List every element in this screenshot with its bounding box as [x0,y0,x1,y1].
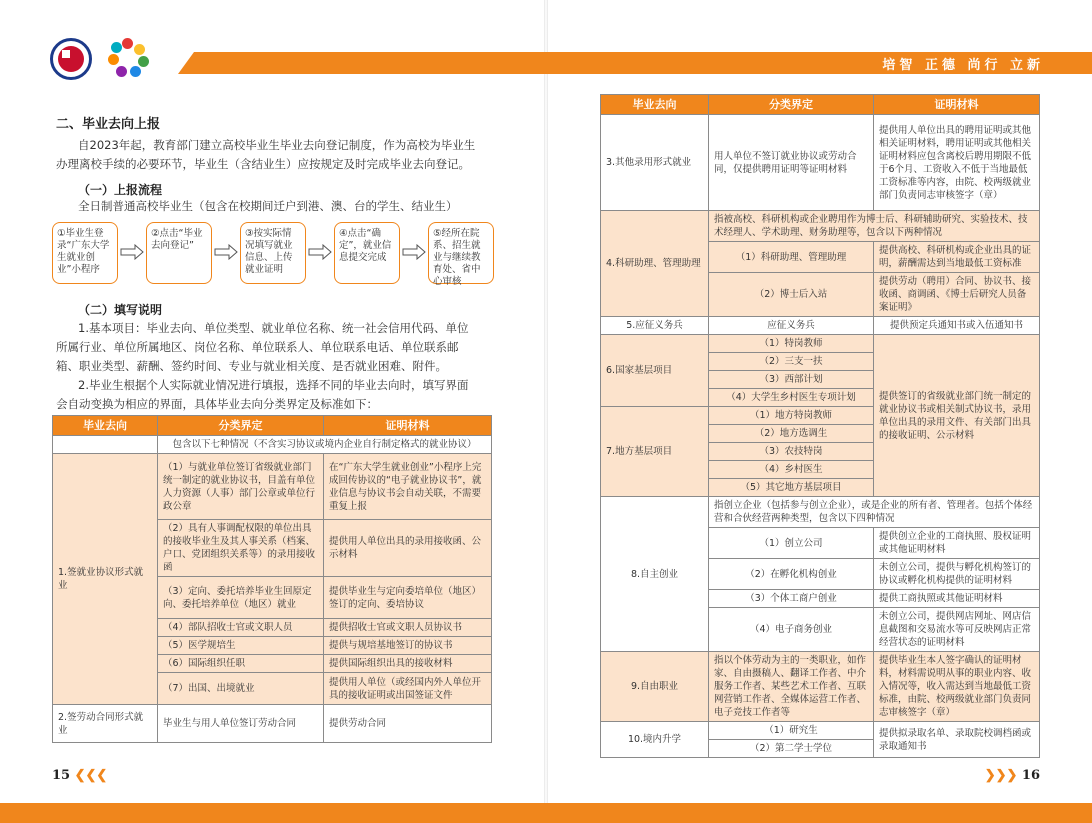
table-cell-proof: 在“广东大学生就业创业”小程序上完成回传协议的“电子就业协议书”，就业信息与协议书会自动关联，不需要重复上报 [324,454,492,520]
flow-step-5: ⑤经所在院系、招生就业与继续教育处、省中心审核 [428,222,494,284]
col-header-proof: 证明材料 [874,95,1040,115]
subsection-title-instructions: （二）填写说明 [78,303,163,317]
flow-arrow-icon [214,244,238,260]
table-note-row: 包含以下七种情况（不含实习协议或境内企业自行制定格式的就业协议） [158,436,492,454]
dest-row-5: 5.应征义务兵 [601,317,709,335]
table-cell-category: 毕业生与用人单位签订劳动合同 [158,705,324,743]
table-cell-category: （5）其它地方基层项目 [709,479,874,497]
col-header-category: 分类界定 [158,416,324,436]
col-header-destination: 毕业去向 [601,95,709,115]
table-cell-category: （1）特岗教师 [709,335,874,353]
table-cell-category: 用人单位不签订就业协议或劳动合同，仅提供聘用证明等证明材料 [709,115,874,211]
table-cell-category: （7）出国、出境就业 [158,673,324,705]
table-cell-proof: 提供国际组织出具的接收材料 [324,655,492,673]
col-header-proof: 证明材料 [324,416,492,436]
table-cell-category: （4）大学生乡村医生专项计划 [709,389,874,407]
note2-line-1: 2.毕业生根据个人实际就业情况进行填报，选择不同的毕业去向时，填写界面 [78,378,469,392]
chevrons-left-icon: ❮❮❮ [74,768,108,783]
table-cell-category: （3）定向、委托培养毕业生回原定向、委托培养单位（地区）就业 [158,577,324,619]
intro-line-2: 办理离校手续的必要环节，毕业生（含结业生）应按规定及时完成毕业去向登记。 [56,157,470,171]
table-cell-proof: 提供招收士官或文职人员协议书 [324,619,492,637]
table-cell-proof: 提供预定兵通知书或入伍通知书 [874,317,1040,335]
table-cell-proof: 提供创立企业的工商执照、股权证明或其他证明材料 [874,528,1040,559]
dest-group-1: 1.签就业协议形式就业 [53,454,158,705]
flow-step-2: ②点击“毕业去向登记” [146,222,212,284]
dest-row-7: 7.地方基层项目 [601,407,709,497]
flow-step-3: ③按实际情况填写就业信息、上传就业证明 [240,222,306,284]
table-cell-category: （3）西部计划 [709,371,874,389]
table-cell-proof: 提供高校、科研机构或企业出具的证明，薪酬需达到当地最低工资标准 [874,242,1040,273]
col-header-category: 分类界定 [709,95,874,115]
table-cell-proof: 提供劳动合同 [324,705,492,743]
dest-row-4: 4.科研助理、管理助理 [601,211,709,317]
flow-step-1: ①毕业生登录“广东大学生就业创业”小程序 [52,222,118,284]
table-cell-category: （2）三支一扶 [709,353,874,371]
flow-arrow-icon [402,244,426,260]
table-cell-proof: 提供拟录取名单、录取院校调档函或录取通知书 [874,722,1040,758]
table-note-row: 指被高校、科研机构或企业聘用作为博士后、科研辅助研究、实验技术、技术经理人、学术助理、财务助理等，包含以下两种情况 [709,211,1040,242]
intro-line-1: 自2023年起，教育部门建立高校毕业生毕业去向登记制度，作为高校为毕业生 [78,138,476,152]
flow-arrow-icon [120,244,144,260]
table-cell-proof: 提供毕业生本人签字确认的证明材料，材料需说明从事的职业内容、收入情况等，收入需达到当地最低工资标准，由院、校两级就业部门负责同志审核签字（章） [874,652,1040,722]
school-emblem-logo [50,38,92,80]
table-cell-proof: 提供用人单位（或经国内外人单位开具的接收证明或出国签证文件 [324,673,492,705]
table-note-row: 指创立企业（包括参与创立企业），或是企业的所有者、管理者。包括个体经营和合伙经营两种类型，包含以下四种情况 [709,497,1040,528]
footer-band [0,803,1092,823]
table-cell-category: （4）乡村医生 [709,461,874,479]
col-header-destination: 毕业去向 [53,416,158,436]
table-cell-proof: 提供用人单位出具的录用接收函、公示材料 [324,520,492,577]
table-cell-proof: 提供毕业生与定向委培单位（地区）签订的定向、委培协议 [324,577,492,619]
table-cell-proof: 提供与规培基地签订的协议书 [324,637,492,655]
book-gutter [544,0,548,823]
subsection-title-process: （一）上报流程 [78,183,163,197]
page-number-left [52,768,107,783]
flow-step-4: ④点击“确定”，就业信息提交完成 [334,222,400,284]
table-cell-category: （1）科研助理、管理助理 [709,242,874,273]
table-cell-category: （2）第二学士学位 [709,740,874,758]
dest-row-3: 3.其他录用形式就业 [601,115,709,211]
table-cell-category: （4）部队招收士官或文职人员 [158,619,324,637]
table-cell-category: （3）个体工商户创业 [709,590,874,608]
note1-line-3: 箱、职业类型、薪酬、签约时间、专业与就业相关度、是否就业困难、附件。 [56,359,447,373]
dest-row-6: 6.国家基层项目 [601,335,709,407]
table-cell-category: （1）创立公司 [709,528,874,559]
table-cell-category: 应征义务兵 [709,317,874,335]
table-cell-category: （2）地方选调生 [709,425,874,443]
section-title: 二、毕业去向上报 [56,117,161,132]
table-cell-category: （1）与就业单位签订省级就业部门统一制定的就业协议书，目盖有单位人力资源（人事）部门公章或单位行政公章 [158,454,324,520]
table-cell-category: 指以个体劳动为主的一类职业，如作家、自由摄稿人、翻译工作者、中介服务工作者、某些艺术工作者、互联网营销工作者、全媒体运营工作者、电子竞技工作者等 [709,652,874,722]
page-number-right [985,768,1040,783]
table-cell-proof: 未创立公司，提供网店网址、网店信息截图和交易流水等可反映网店正常经营状态的证明材料 [874,608,1040,652]
flow-arrow-icon [308,244,332,260]
colorful-people-logo [106,36,150,80]
page-number-text: 15 [52,768,71,783]
table-cell-proof: 提供劳动（聘用）合同、协议书、接收函、商调函、《博士后研究人员备案证明》 [874,273,1040,317]
table-cell-category: （5）医学规培生 [158,637,324,655]
note2-line-2: 会自动变换为相应的界面，具体毕业去向分类界定及标准如下： [56,397,378,411]
dest-group-2: 2.签劳动合同形式就业 [53,705,158,743]
table-cell-proof: 提供用人单位出具的聘用证明或其他相关证明材料，聘用证明或其他相关证明材料应包含离校后聘用期限不低于6个月、工资收入不低于当地最低工资标准等内容，由院、校两级就业部门负责同志审核签字（章） [874,115,1040,211]
table-cell-category: （3）农技特岗 [709,443,874,461]
table-cell-proof: 未创立公司，提供与孵化机构签订的协议或孵化机构提供的证明材料 [874,559,1040,590]
destination-table-right [600,94,1040,758]
page-number-text: 16 [1021,768,1040,783]
table-cell-category: （1）地方特岗教师 [709,407,874,425]
chevrons-right-icon: ❯❯❯ [984,768,1018,783]
dest-row-10: 10.境内升学 [601,722,709,758]
table-cell-category: （2）在孵化机构创业 [709,559,874,590]
header-band-left [178,52,546,74]
process-scope-text: 全日制普通高校毕业生（包含在校期间迁户到港、澳、台的学生、结业生） [78,199,458,213]
note1-line-2: 所属行业、单位所属地区、岗位名称、单位联系人、单位联系电话、单位联系邮 [56,340,459,354]
dest-row-8: 8.自主创业 [601,497,709,652]
destination-table-left [52,415,492,743]
dest-row-9: 9.自由职业 [601,652,709,722]
table-cell-category: （2）博士后入站 [709,273,874,317]
table-cell-proof: 提供签订的省级就业部门统一制定的就业协议书或相关制式协议书，录用单位出具的录用文件、有关部门出具的接收证明、公示材料 [874,335,1040,497]
table-cell-proof: 提供工商执照或其他证明材料 [874,590,1040,608]
table-cell-category: （2）具有人事调配权限的单位出具的接收毕业生及其人事关系（档案、户口、党团组织关系等）的录用接收函 [158,520,324,577]
school-motto: 培智 正德 尚行 立新 [882,58,1044,73]
note1-line-1: 1.基本项目：毕业去向、单位类型、就业单位名称、统一社会信用代码、单位 [78,321,469,335]
table-cell-category: （6）国际组织任职 [158,655,324,673]
table-cell-category: （1）研究生 [709,722,874,740]
table-cell-category: （4）电子商务创业 [709,608,874,652]
